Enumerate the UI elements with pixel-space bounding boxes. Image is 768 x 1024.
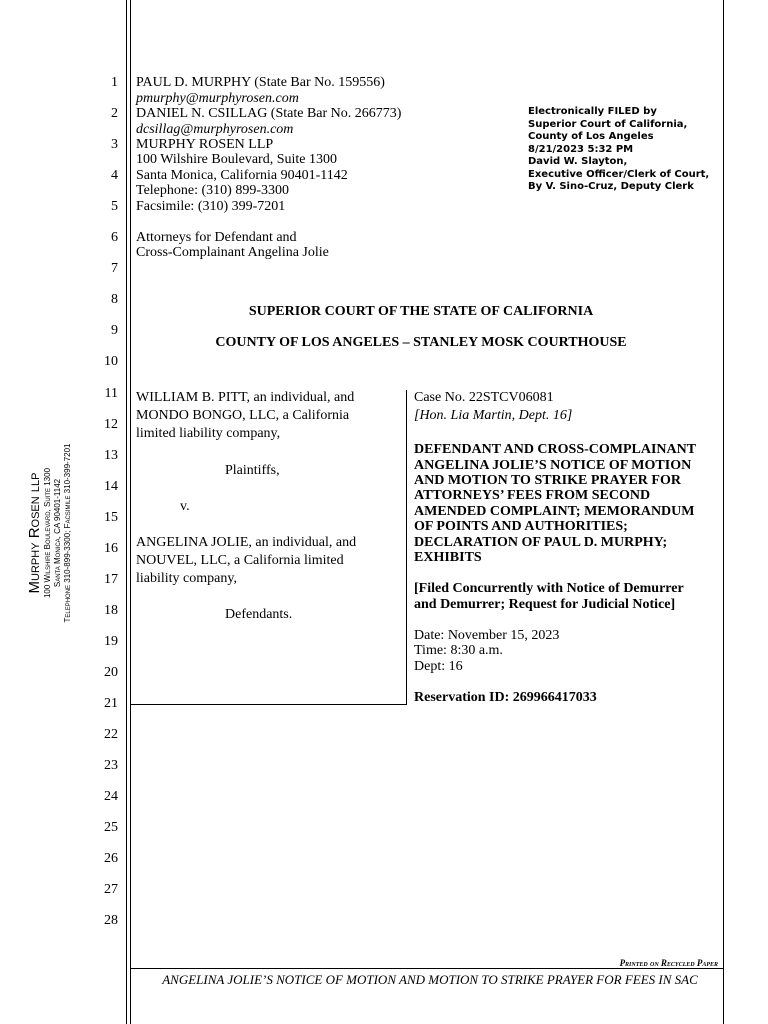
- caption-bottom-rule: [130, 704, 407, 705]
- line-number: 22: [104, 727, 118, 743]
- footer-title: ANGELINA JOLIE’S NOTICE OF MOTION AND MOTION TO STRIKE PRAYER FOR FEES IN SAC: [162, 972, 698, 987]
- line-number: 15: [104, 509, 118, 525]
- line-number: 5: [111, 199, 118, 215]
- counsel-facsimile: Facsimile: (310) 399-7201: [136, 199, 286, 214]
- filing-stamp: [528, 106, 709, 194]
- defendant-line1: ANGELINA JOLIE, an individual, and: [136, 535, 357, 550]
- document-title-line4: ATTORNEYS’ FEES FROM SECOND: [414, 488, 651, 503]
- counsel-address1: 100 Wilshire Boulevard, Suite 1300: [136, 152, 337, 167]
- plaintiff-line1: WILLIAM B. PITT, an individual, and: [136, 390, 355, 405]
- counsel-line3: DANIEL N. CSILLAG (State Bar No. 266773): [136, 106, 402, 121]
- plaintiffs-label: Plaintiffs,: [225, 463, 280, 478]
- document-title-line3: AND MOTION TO STRIKE PRAYER FOR: [414, 473, 681, 488]
- stamp-line2: Superior Court of California,: [528, 118, 688, 130]
- caption-divider: [406, 390, 407, 704]
- sidebar-address-line2: Santa Monica, CA 90401-1142: [53, 478, 62, 588]
- counsel-email2: dcsillag@murphyrosen.com: [136, 122, 294, 137]
- line-number: 7: [111, 261, 118, 277]
- sidebar-address-line1: 100 Wilshire Boulevard, Suite 1300: [43, 467, 52, 599]
- left-margin-rule-inner: [130, 0, 131, 1024]
- line-number: 2: [111, 106, 118, 122]
- sidebar-address-line3: Telephone 310-899-3300; Facsimile 310-399-7201: [63, 443, 72, 623]
- line-number: 6: [111, 230, 118, 246]
- counsel-address2: Santa Monica, California 90401-1142: [136, 168, 348, 183]
- line-number: 13: [104, 447, 118, 463]
- line-number: 11: [104, 385, 118, 401]
- line-number: 8: [111, 292, 118, 308]
- line-number: 23: [104, 758, 118, 774]
- counsel-line1: PAUL D. MURPHY (State Bar No. 159556): [136, 75, 385, 90]
- line-number: 12: [104, 416, 118, 432]
- document-title-line6: OF POINTS AND AUTHORITIES;: [414, 519, 628, 534]
- stamp-line1: Electronically FILED by: [528, 106, 657, 117]
- line-number: 24: [104, 789, 118, 805]
- line-number: 20: [104, 664, 118, 680]
- line-number: 28: [104, 913, 118, 929]
- document-title-line8: EXHIBITS: [414, 550, 482, 565]
- line-number: 19: [104, 633, 118, 649]
- defendant-line2: NOUVEL, LLC, a California limited: [136, 553, 344, 568]
- counsel-firm: MURPHY ROSEN LLP: [136, 137, 274, 152]
- left-margin-rule-outer: [126, 0, 127, 1024]
- right-margin-rule: [723, 0, 724, 1024]
- concurrent-filing-line2: and Demurrer; Request for Judicial Notice]: [414, 597, 676, 612]
- line-number: 4: [111, 168, 118, 184]
- document-title-line7: DECLARATION OF PAUL D. MURPHY;: [414, 535, 668, 550]
- hearing-date: Date: November 15, 2023: [414, 628, 560, 643]
- stamp-line5: David W. Slayton,: [528, 156, 628, 167]
- court-county: COUNTY OF LOS ANGELES – STANLEY MOSK COURTHOUSE: [215, 335, 627, 350]
- firm-sidebar: [27, 413, 73, 653]
- assigned-judge: [Hon. Lia Martin, Dept. 16]: [414, 408, 573, 423]
- line-number: 1: [111, 75, 118, 90]
- counsel-telephone: Telephone: (310) 899-3300: [136, 183, 289, 198]
- line-number: 25: [104, 820, 118, 836]
- concurrent-filing-line1: [Filed Concurrently with Notice of Demurrer: [414, 581, 684, 596]
- counsel-email1: pmurphy@murphyrosen.com: [136, 91, 299, 106]
- defendant-line3: liability company,: [136, 571, 237, 586]
- hearing-dept: Dept: 16: [414, 659, 463, 674]
- stamp-line6: Executive Officer/Clerk of Court,: [528, 168, 710, 180]
- line-number: 16: [104, 540, 118, 556]
- stamp-line3: County of Los Angeles: [528, 131, 654, 142]
- line-number: 26: [104, 851, 118, 867]
- stamp-line7: By V. Sino-Cruz, Deputy Clerk: [528, 181, 694, 192]
- plaintiff-line3: limited liability company,: [136, 426, 281, 441]
- line-number: 27: [104, 882, 118, 898]
- versus-label: v.: [180, 499, 190, 514]
- line-number: 17: [104, 571, 118, 587]
- hearing-time: Time: 8:30 a.m.: [414, 643, 503, 658]
- line-number: 9: [111, 323, 118, 339]
- case-number: Case No. 22STCV06081: [414, 390, 554, 405]
- line-number: 3: [111, 137, 118, 153]
- document-title-line1: DEFENDANT AND CROSS-COMPLAINANT: [414, 442, 697, 457]
- recycled-paper-notice: Printed on Recycled Paper: [619, 958, 718, 968]
- sidebar-firm-name: Murphy Rosen llp: [26, 472, 43, 594]
- reservation-id: Reservation ID: 269966417033: [414, 690, 597, 705]
- attorneys-for-line2: Cross-Complainant Angelina Jolie: [136, 245, 329, 260]
- document-title-line2: ANGELINA JOLIE’S NOTICE OF MOTION: [414, 458, 692, 473]
- plaintiff-line2: MONDO BONGO, LLC, a California: [136, 408, 350, 423]
- attorneys-for-line1: Attorneys for Defendant and: [136, 230, 297, 245]
- line-number: 10: [104, 354, 118, 370]
- line-number: 14: [104, 478, 118, 494]
- line-number: 21: [104, 696, 118, 711]
- court-title: SUPERIOR COURT OF THE STATE OF CALIFORNIA: [248, 304, 594, 319]
- document-title-line5: AMENDED COMPLAINT; MEMORANDUM: [414, 504, 695, 519]
- defendants-label: Defendants.: [225, 607, 293, 622]
- footer-rule: [130, 968, 723, 969]
- stamp-line4: 8/21/2023 5:32 PM: [528, 143, 634, 155]
- line-number: 18: [104, 602, 118, 618]
